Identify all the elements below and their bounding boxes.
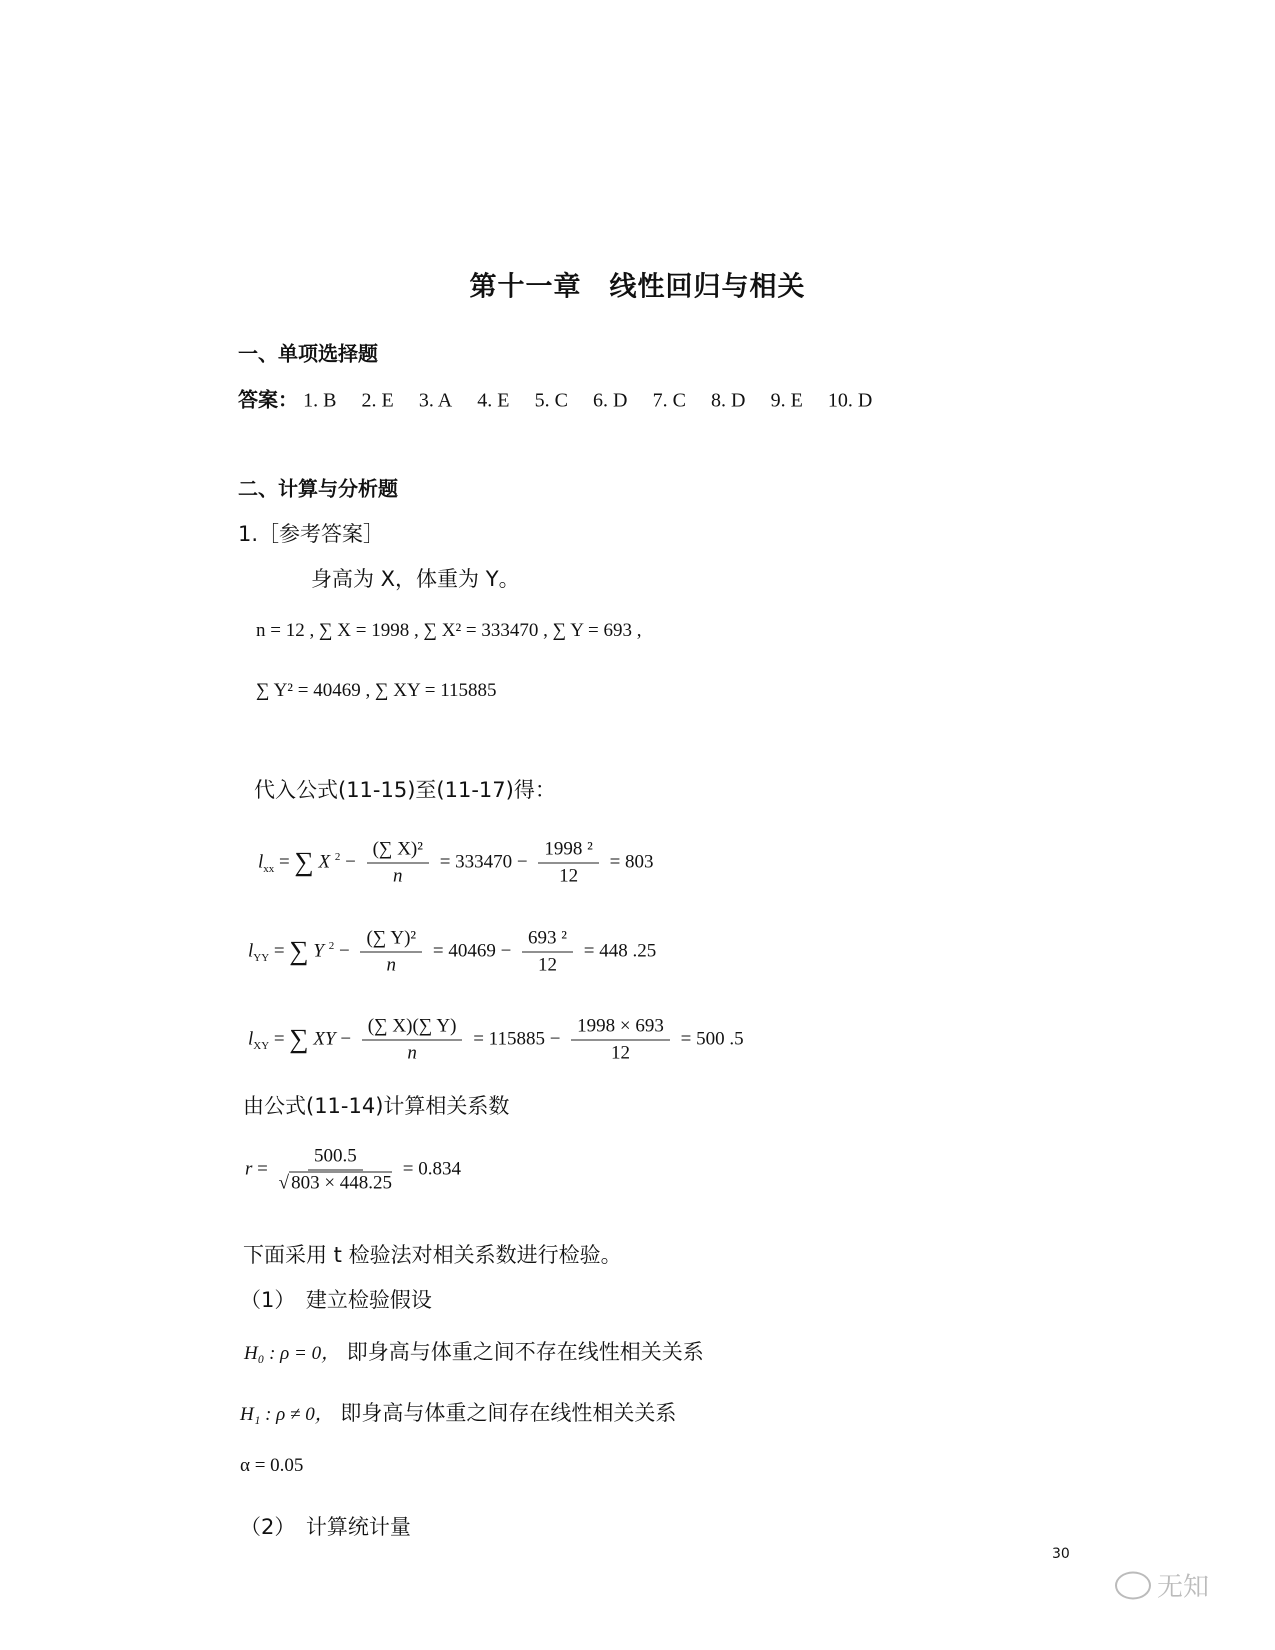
formula-lxx: $l_{xx}$ = ∑ X $^2$ − $\frac{\text{(∑ X)²}}{n}$ = 333470 − $\frac{\text{1998 ²}}{12}$ = 803 [258,838,654,887]
formula-r: r = $\frac{500.5}{√ 803 \times 448.25}$ = 0.834 [245,1145,461,1194]
answer: 2. E [361,389,394,412]
section-heading-calc: 二、计算与分析题 [238,476,398,501]
hypothesis-h0: H₀ : ρ = 0， 即身高与体重之间不存在线性相关关系 [244,1340,704,1364]
answers-line [238,384,892,413]
chapter-title: 第十一章 线性回归与相关 [469,271,806,303]
step-2: （2） 计算统计量 [240,1515,411,1539]
question-label: 1.［参考答案］ [238,522,385,546]
formula-lyy: $l_{YY}$ = ∑ Y $^2$ − $\frac{\text{(∑ Y)²}}{n}$ = 40469 − $\frac{\text{693 ²}}{12}$ = 448 .25 [248,927,657,976]
answers-label: 答案： [238,387,298,412]
answer: 5. C [534,389,568,412]
answer: 9. E [770,389,803,412]
step-1: （1） 建立检验假设 [240,1288,432,1312]
answer: 7. C [652,389,686,412]
sums-line-2: ∑ Y² = 40469 , ∑ XY = 115885 [256,680,497,701]
alpha-level: α = 0.05 [240,1455,304,1476]
answer: 6. D [593,389,628,412]
answer: 1. B [303,389,337,412]
answer: 3. A [418,389,453,412]
answer: 8. D [711,389,746,412]
page-number: 30 [1052,1546,1070,1562]
ttest-text: 下面采用 t 检验法对相关系数进行检验。 [243,1243,622,1267]
intro-text: 身高为 X，体重为 Y。 [311,567,520,591]
watermark: 无知 [1115,1567,1209,1604]
answer: 4. E [477,389,510,412]
sums-line-1: n = 12 , ∑ X = 1998 , ∑ X² = 333470 , ∑ Y = 693 , [256,620,642,641]
wechat-icon [1115,1571,1151,1599]
formula-lxy: $l_{XY}$ = ∑ XY − $\frac{(\sum X)(\sum Y)}{n}$ = 115885 − $\frac{1998 \times 693}{12}$ = 500 .5 [248,1015,744,1064]
correlation-text: 由公式(11-14)计算相关系数 [243,1094,510,1118]
section-heading-choice: 一、单项选择题 [238,341,378,366]
answer: 10. D [827,389,873,412]
hypothesis-h1: H₁ : ρ ≠ 0， 即身高与体重之间存在线性相关关系 [240,1401,677,1425]
substitute-text: 代入公式(11-15)至(11-17)得： [254,778,556,802]
